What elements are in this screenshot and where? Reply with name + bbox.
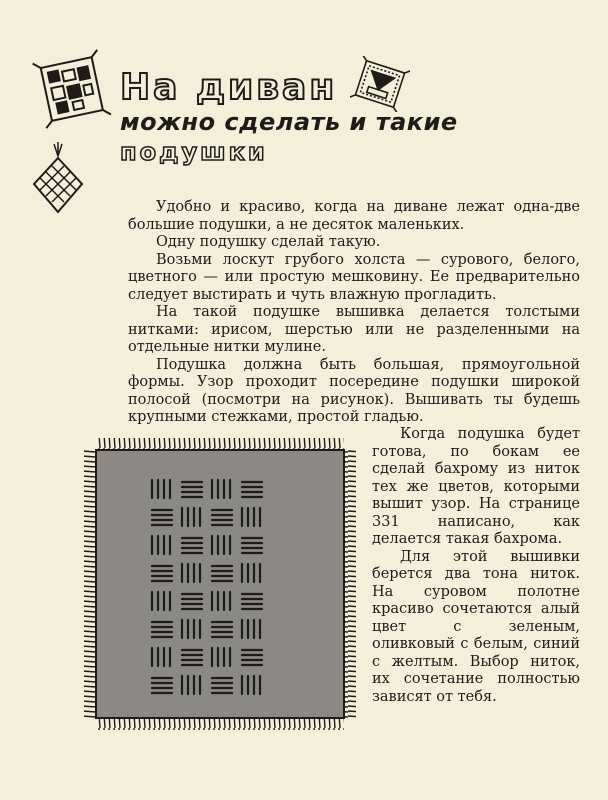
embroidered-cushion-illustration	[82, 434, 358, 734]
woven-cushion-icon	[30, 138, 86, 218]
side-text	[372, 426, 580, 706]
tilted-cushion-icon	[350, 56, 410, 112]
main-text	[128, 199, 580, 427]
cushion-with-squares-icon	[30, 48, 114, 132]
title-line-2: можно сделать и такие	[120, 108, 458, 136]
paragraph: Когда подушка будет готова, по бокам ее сделай бахрому из ниток тех же цветов, которыми вышит узор. На странице 331 написано, как делается такая бахрома.	[372, 426, 580, 547]
paragraph: На такой подушке вышивка делается толстыми нитками: ирисом, шерстью или не разделенными на отдельные нитки мулине.	[128, 304, 580, 355]
paragraph: Возьми лоскут грубого холста — сурового, белого, цветного — или простую мешковину. Ее предварительно следует выстирать и чуть влажную прогладить.	[128, 251, 580, 303]
paragraph: Подушка должна быть большая, прямоугольной формы. Узор проходит посередине подушки широкой полосой (посмотри на рисунок). Вышивать ты будешь крупными стежками, простой гладью.	[128, 356, 580, 425]
title-line-1: На диван	[120, 67, 338, 108]
paragraph: Одну подушку сделай такую.	[156, 234, 381, 250]
paragraph: Удобно и красиво, когда на диване лежат одна-две большие подушки, а не десяток маленьких.	[128, 199, 580, 233]
paragraph: Для этой вышивки берется два тона ниток. На суровом полотне красиво сочетаются алый цвет с зеленым, оливковый с белым, синий с желтым. Выбор ниток, их сочетание полностью зависят от тебя.	[372, 548, 580, 705]
title-line-3: подушки	[120, 138, 268, 166]
